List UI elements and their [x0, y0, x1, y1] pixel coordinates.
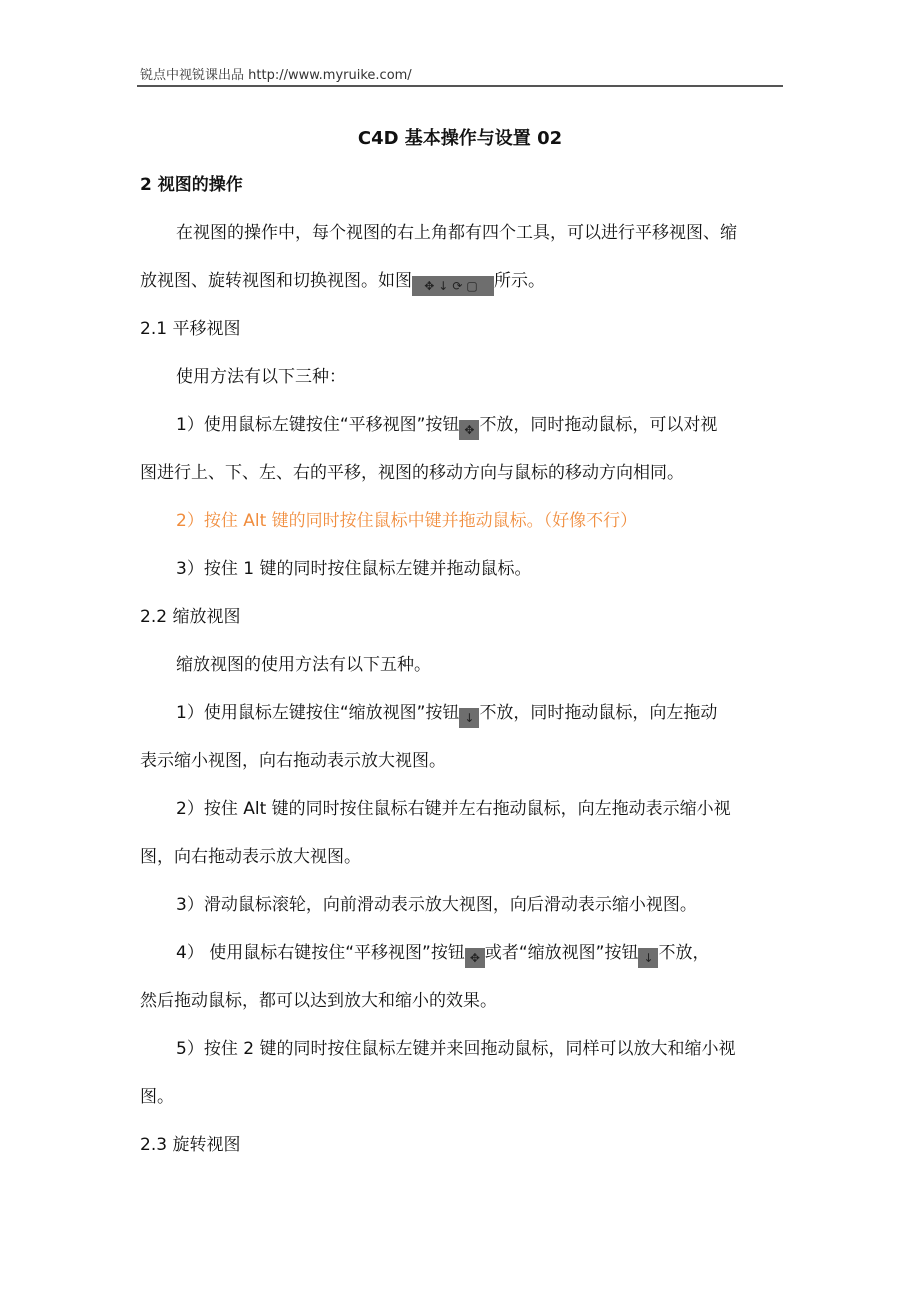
paragraph-line: 在视图的操作中，每个视图的右上角都有四个工具，可以进行平移视图、缩	[176, 223, 737, 243]
zoom-icon: ↓	[638, 948, 658, 968]
paragraph-line: 图，向右拖动表示放大视图。	[140, 847, 361, 867]
text: 放视图、旋转视图和切换视图。如图	[140, 271, 412, 291]
page-header: 锐点中视锐课出品 http://www.myruike.com/	[140, 68, 412, 83]
paragraph-line: 然后拖动鼠标，都可以达到放大和缩小的效果。	[140, 991, 497, 1011]
highlighted-line: 2）按住 Alt 键的同时按住鼠标中键并拖动鼠标。（好像不行）	[176, 511, 638, 531]
text: 4） 使用鼠标右键按住“平移视图”按钮	[176, 943, 465, 963]
text: 1）使用鼠标左键按住“平移视图”按钮	[176, 415, 460, 435]
paragraph-line	[140, 401, 790, 449]
zoom-icon: ↓	[459, 708, 479, 728]
text: 1）使用鼠标左键按住“缩放视图”按钮	[176, 703, 460, 723]
subsection-heading: 2.1 平移视图	[140, 319, 241, 339]
paragraph-line: 使用方法有以下三种：	[176, 367, 346, 387]
paragraph-line: 3）按住 1 键的同时按住鼠标左键并拖动鼠标。	[176, 559, 532, 579]
text: 不放，同时拖动鼠标，可以对视	[479, 415, 718, 435]
document-title: C4D 基本操作与设置 02	[357, 128, 563, 149]
paragraph-line: 表示缩小视图，向右拖动表示放大视图。	[140, 751, 446, 771]
paragraph-line	[140, 929, 790, 977]
paragraph-line: 图。	[140, 1087, 174, 1107]
paragraph-line	[140, 257, 790, 305]
subsection-heading: 2.3 旋转视图	[140, 1135, 241, 1155]
paragraph-line	[140, 689, 790, 737]
view-toolbar-icons: ✥↓⟳▢	[412, 276, 494, 296]
paragraph-line: 5）按住 2 键的同时按住鼠标左键并来回拖动鼠标，同样可以放大和缩小视	[176, 1039, 736, 1059]
paragraph-line: 3）滑动鼠标滚轮，向前滑动表示放大视图，向后滑动表示缩小视图。	[176, 895, 697, 915]
pan-icon: ✥	[465, 948, 485, 968]
text: 不放，	[658, 943, 710, 963]
text: 不放，同时拖动鼠标，向左拖动	[479, 703, 718, 723]
header-divider	[137, 85, 783, 87]
subsection-heading: 2.2 缩放视图	[140, 607, 241, 627]
pan-icon: ✥	[459, 420, 479, 440]
section-heading: 2 视图的操作	[140, 175, 243, 195]
text: 或者“缩放视图”按钮	[484, 943, 639, 963]
text: 所示。	[494, 271, 545, 291]
paragraph-line: 图进行上、下、左、右的平移，视图的移动方向与鼠标的移动方向相同。	[140, 463, 684, 483]
paragraph-line: 缩放视图的使用方法有以下五种。	[176, 655, 431, 675]
paragraph-line: 2）按住 Alt 键的同时按住鼠标右键并左右拖动鼠标，向左拖动表示缩小视	[176, 799, 731, 819]
document-body	[140, 161, 790, 1169]
